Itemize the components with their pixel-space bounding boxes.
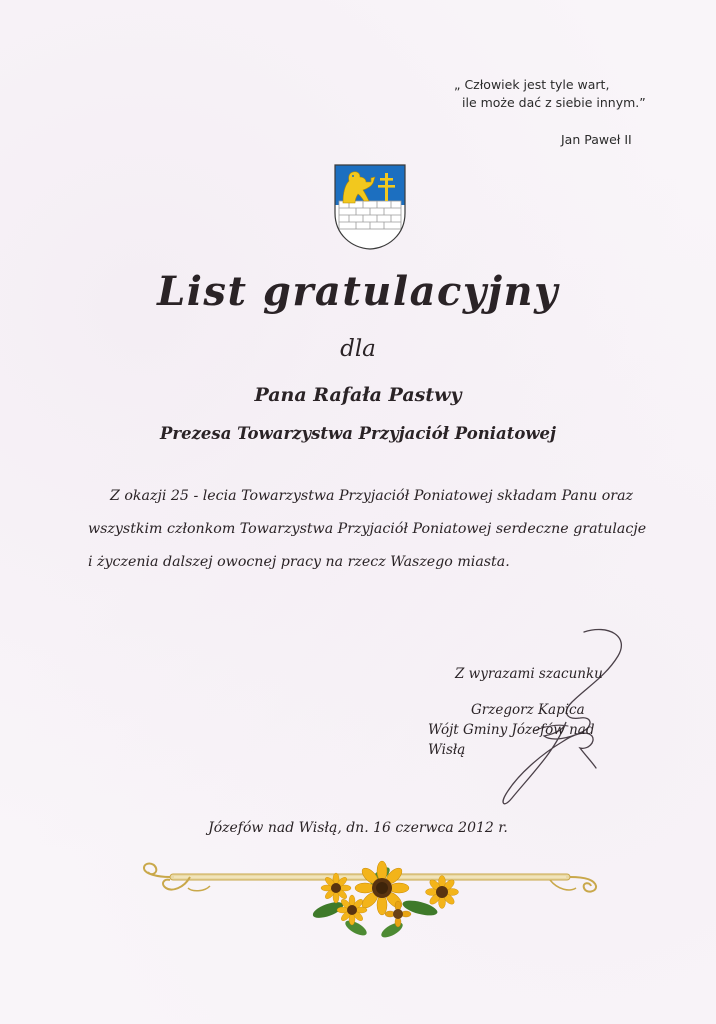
coat-of-arms-icon	[333, 163, 407, 251]
place-and-date: Józefów nad Wisłą, dn. 16 czerwca 2012 r.	[208, 820, 508, 836]
motto-line-1: „ Człowiek jest tyle wart,	[454, 77, 610, 92]
letter-body	[88, 480, 654, 579]
letter-for-word: dla	[340, 336, 376, 362]
recipient-role: Prezesa Towarzystwa Przyjaciół Poniatowej	[159, 424, 557, 443]
signer-name: Grzegorz Kapica	[471, 702, 585, 718]
motto-quote	[440, 76, 660, 112]
motto-author: Jan Paweł II	[561, 132, 632, 147]
body-line-3: i życzenia dalszej owocnej pracy na rzecz Waszego miasta.	[88, 554, 510, 570]
body-line-2: wszystkim członkom Towarzystwa Przyjaciół Poniatowej serdeczne gratulacje	[88, 521, 647, 537]
body-line-1: Z okazji 25 - lecia Towarzystwa Przyjaciół Poniatowej składam Panu oraz	[110, 488, 634, 504]
signer-title: Wójt Gminy Józefów nad Wisłą	[428, 722, 595, 758]
sunflower-ornament-icon	[130, 848, 606, 948]
signer-block	[428, 700, 618, 760]
motto-line-2: ile może dać z siebie innym.”	[462, 95, 646, 110]
recipient-name: Pana Rafała Pastwy	[254, 384, 462, 406]
letter-title: List gratulacyjny	[157, 268, 559, 315]
signature-closing: Z wyrazami szacunku	[455, 666, 603, 682]
